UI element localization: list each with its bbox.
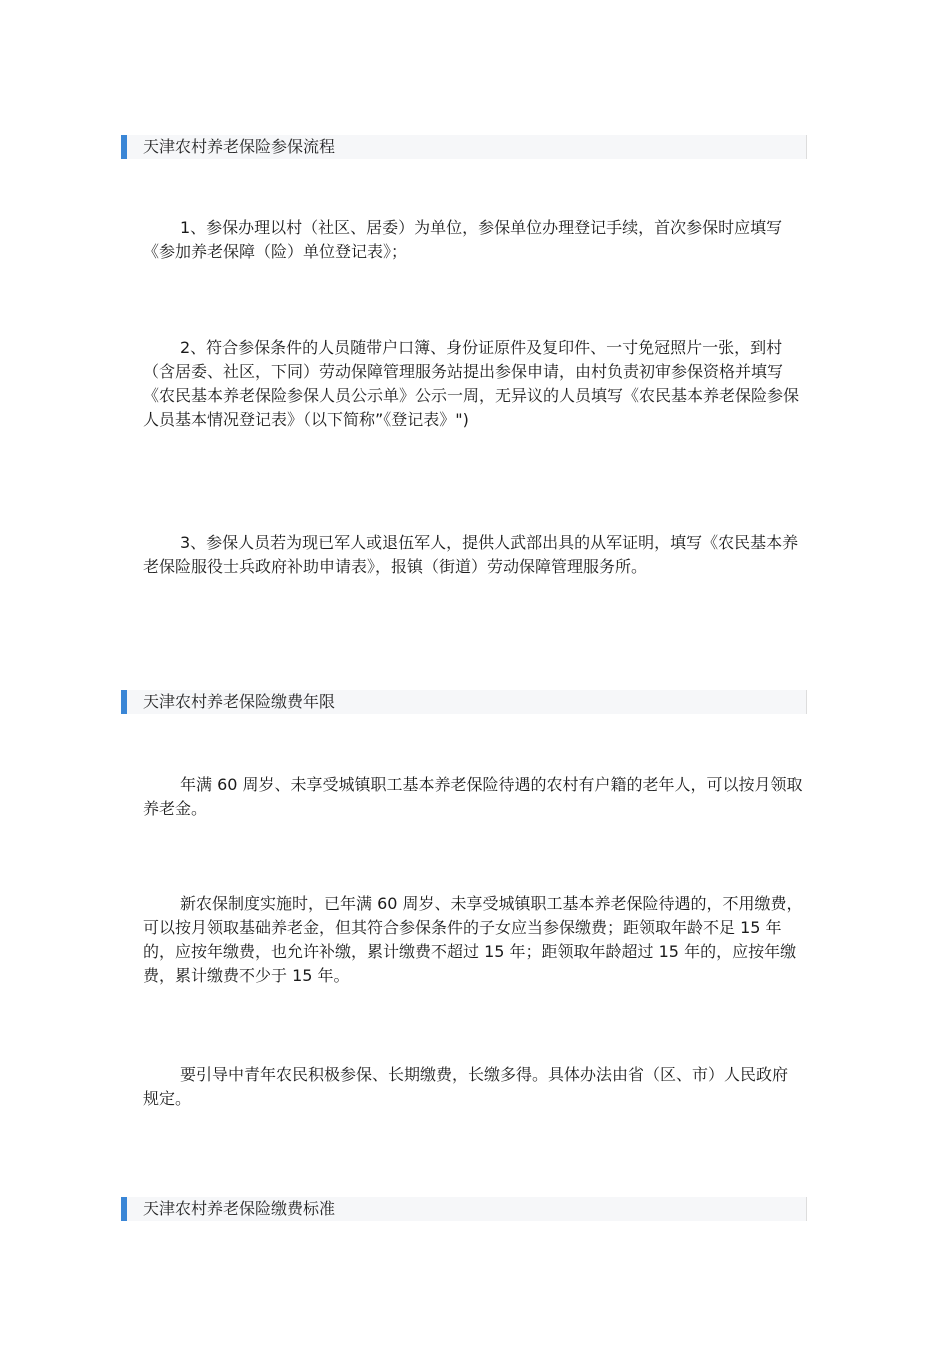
- paragraph-2-1: 年满 60 周岁、未享受城镇职工基本养老保险待遇的农村有户籍的老年人，可以按月领取养老金。: [143, 775, 803, 818]
- section-title: 天津农村养老保险参保流程: [143, 137, 336, 156]
- section-accent-bar: [121, 690, 127, 714]
- paragraph-1-2: 2、符合参保条件的人员随带户口簿、身份证原件及复印件、一寸免冠照片一张，到村（含居委、社区，下同）劳动保障管理服务站提出参保申请，由村负责初审参保资格并填写《农民基本养老保险参保人员公示单》公示一周，无异议的人员填写《农民基本养老保险参保人员基本情况登记表》（以下简称”《登记表》"): [143, 338, 800, 429]
- section-title: 天津农村养老保险缴费标准: [143, 1199, 336, 1218]
- paragraph-1-1: 1、参保办理以村（社区、居委）为单位，参保单位办理登记手续，首次参保时应填写《参加养老保障（险）单位登记表》；: [143, 218, 783, 261]
- section-header-3: [121, 1197, 807, 1221]
- paragraph-2-2: 新农保制度实施时，已年满 60 周岁、未享受城镇职工基本养老保险待遇的，不用缴费，可以按月领取基础养老金，但其符合参保条件的子女应当参保缴费；距领取年龄不足 15 年的，应按年缴费，也允许补缴，累计缴费不超过 15 年；距领取年龄超过 15 年的，应按年缴费，累计缴费不少于 15 年。: [143, 894, 803, 985]
- section-header-2: [121, 690, 807, 714]
- section-title: 天津农村养老保险缴费年限: [143, 692, 336, 711]
- paragraph-1-3: 3、参保人员若为现已军人或退伍军人，提供人武部出具的从军证明，填写《农民基本养老保险服役士兵政府补助申请表》，报镇（街道）劳动保障管理服务所。: [143, 533, 799, 576]
- paragraph-2-3: 要引导中青年农民积极参保、长期缴费，长缴多得。具体办法由省（区、市）人民政府规定。: [143, 1065, 789, 1108]
- section-accent-bar: [121, 1197, 127, 1221]
- section-accent-bar: [121, 135, 127, 159]
- section-header-1: [121, 135, 807, 159]
